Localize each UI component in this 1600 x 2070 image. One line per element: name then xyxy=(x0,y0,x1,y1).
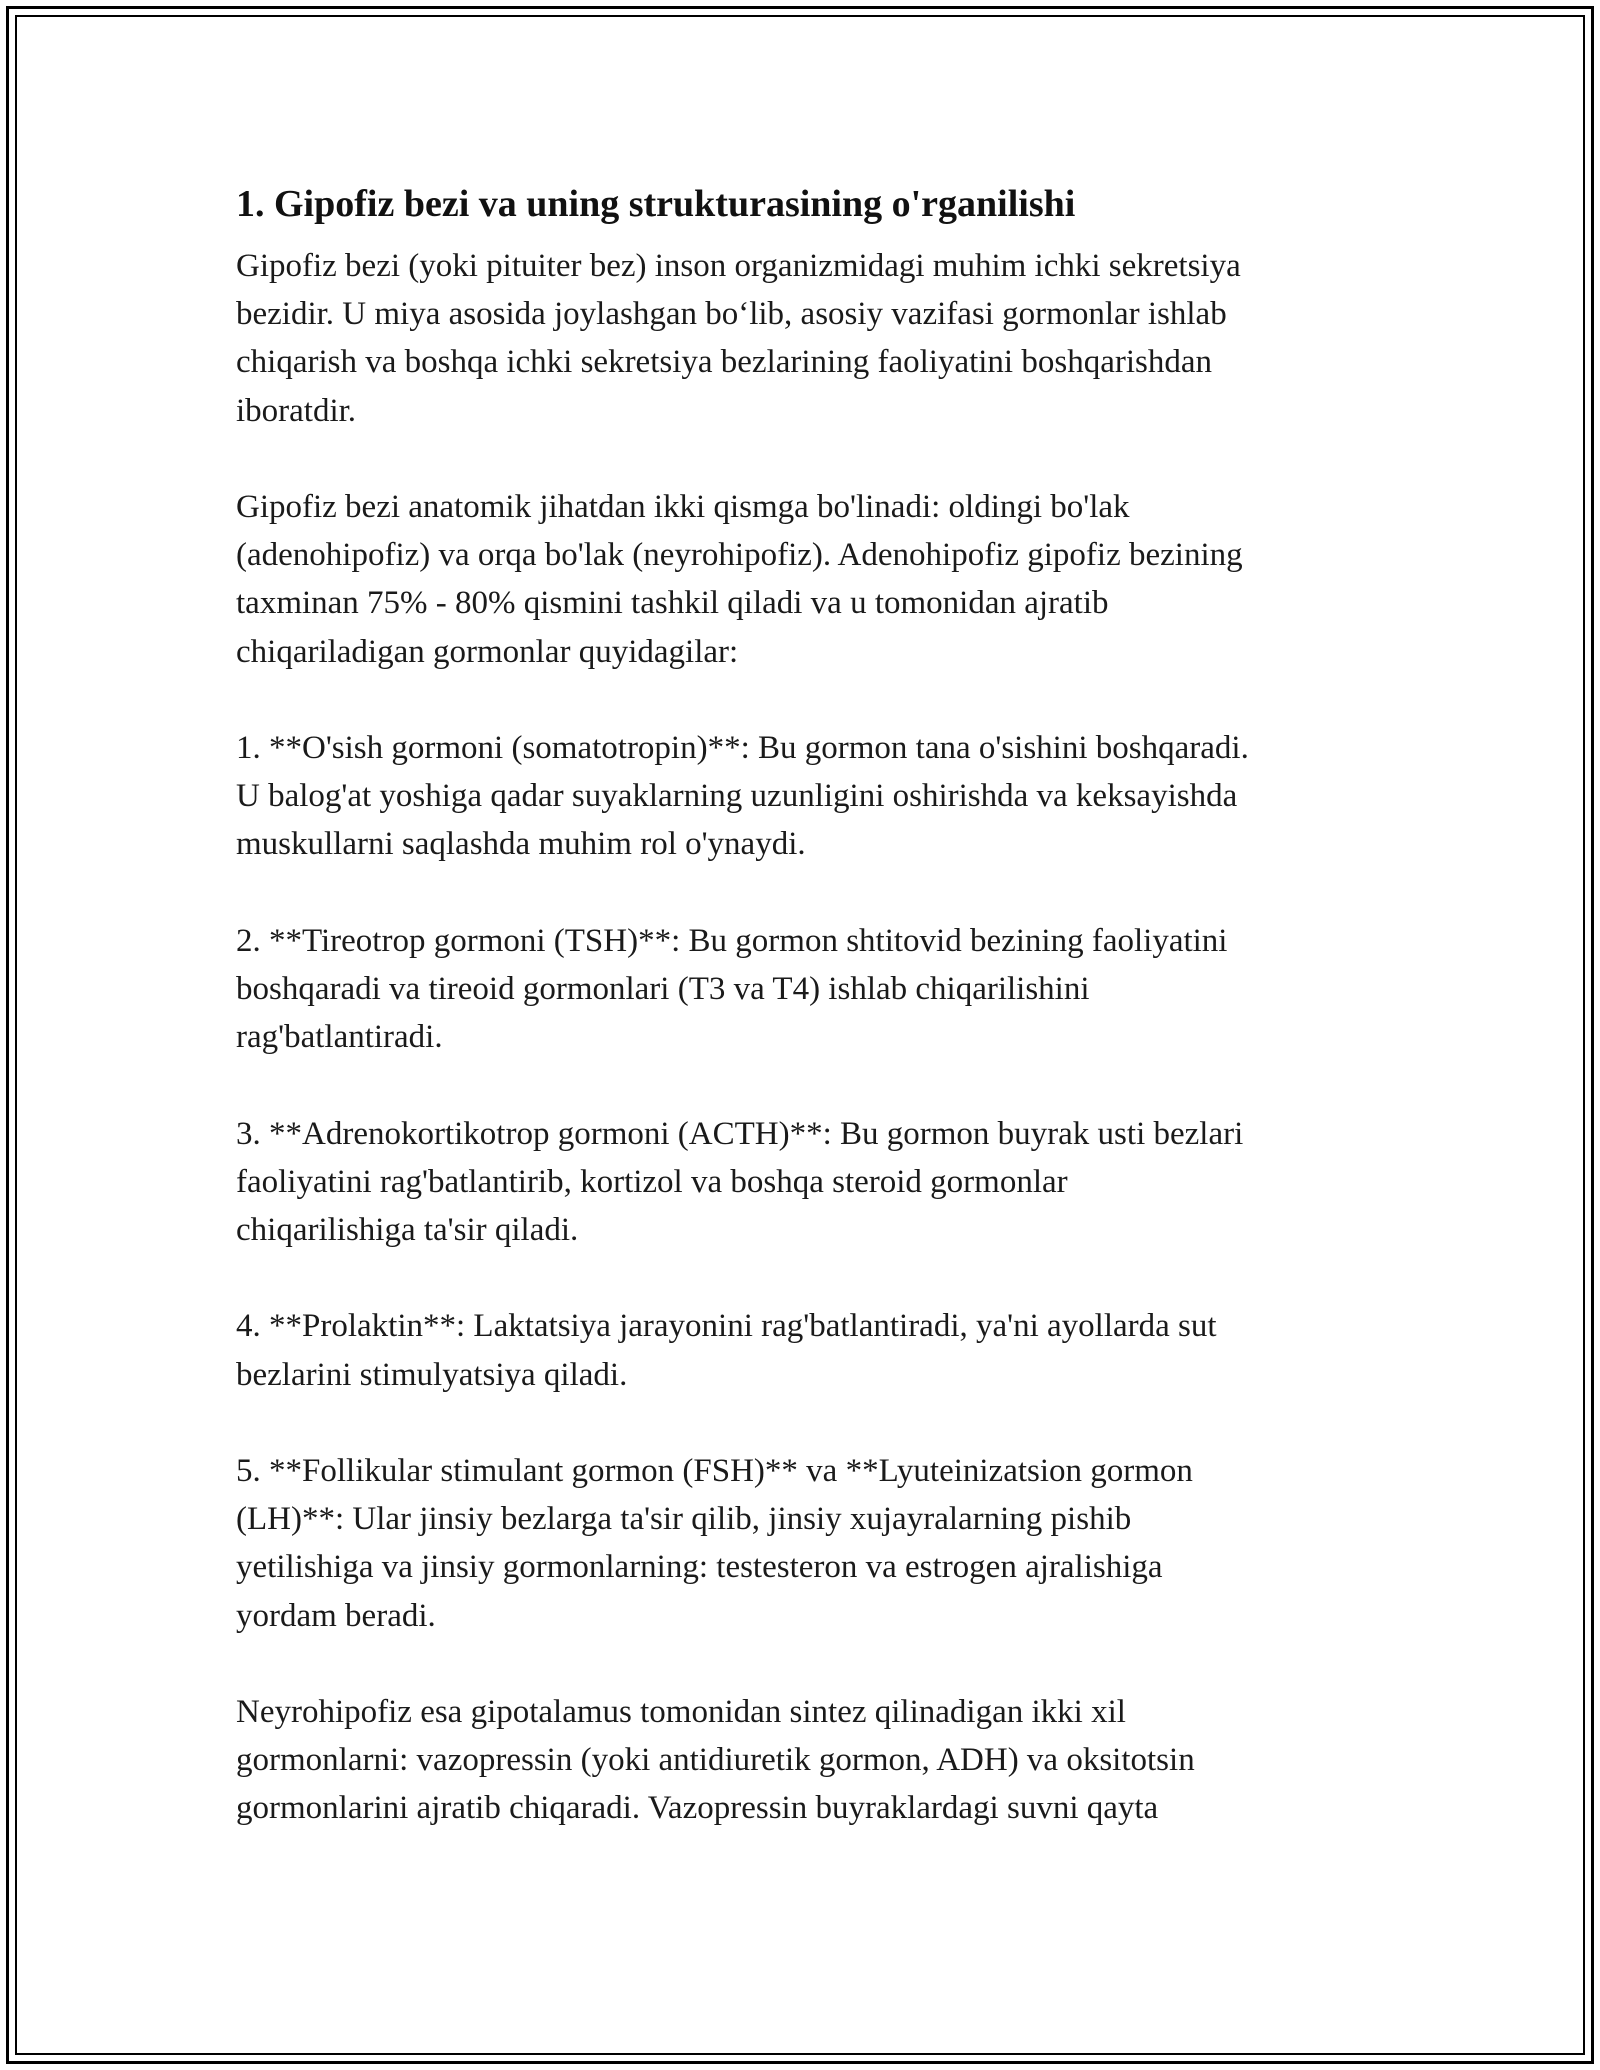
heading-spacer xyxy=(236,230,1366,242)
paragraph-intro: Gipofiz bezi (yoki pituiter bez) inson organizmidagi muhim ichki sekretsiya bezidir. U miya asosida joylashgan bo‘lib, asosiy vazifasi gormonlar ishlab chiqarish va boshqa ichki sekretsiya bezlarining faoliyatini boshqarishdan iboratdir. xyxy=(236,248,1241,429)
list-item-somatotropin: 1. **O'sish gormoni (somatotropin)**: Bu gormon tana o'sishini boshqaradi. U balog'at yoshiga qadar suyaklarning uzunligini oshirishda va keksayishda muskullarni saqlashda muhim rol o'ynaydi. xyxy=(236,730,1249,863)
list-item-acth: 3. **Adrenokortikotrop gormoni (ACTH)**: Bu gormon buyrak usti bezlari faoliyatini rag'batlantirib, kortizol va boshqa steroid gormonlar chiqarilishiga ta'sir qiladi. xyxy=(236,1115,1244,1248)
section-heading: 1. Gipofiz bezi va uning strukturasining o'rganilishi xyxy=(236,183,1076,225)
paragraph-spacer xyxy=(236,1640,1366,1688)
paragraph-spacer xyxy=(236,435,1366,483)
paragraph-neurohypophysis: Neyrohipofiz esa gipotalamus tomonidan sintez qilinadigan ikki xil gormonlarni: vazopressin (yoki antidiuretik gormon, ADH) va oksitotsin gormonlarini ajratib chiqaradi. Vazopressin buyraklardagi suvni qayta xyxy=(236,1693,1195,1827)
list-item-tsh: 2. **Tireotrop gormoni (TSH)**: Bu gormon shtitovid bezining faoliyatini boshqaradi va tireoid gormonlari (T3 va T4) ishlab chiqarilishini rag'batlantiradi. xyxy=(236,922,1228,1056)
list-item-prolaktin: 4. **Prolaktin**: Laktatsiya jarayonini rag'batlantiradi, ya'ni ayollarda sut bezlarini stimulyatsiya qiladi. xyxy=(236,1308,1217,1393)
paragraph-spacer xyxy=(236,676,1366,724)
paragraph-anatomy: Gipofiz bezi anatomik jihatdan ikki qismga bo'linadi: oldingi bo'lak (adenohipofiz) va orqa bo'lak (neyrohipofiz). Adenohipofiz gipofiz bezining taxminan 75% - 80% qismini tashkil qiladi va u tomonidan ajratib chiqariladigan gormonlar quyidagilar: xyxy=(236,489,1243,670)
paragraph-spacer xyxy=(236,1399,1366,1447)
paragraph-spacer xyxy=(236,869,1366,917)
document-body xyxy=(236,178,1366,1833)
paragraph-spacer xyxy=(236,1254,1366,1302)
paragraph-spacer xyxy=(236,1061,1366,1109)
list-item-fsh-lh: 5. **Follikular stimulant gormon (FSH)** va **Lyuteinizatsion gormon (LH)**: Ular jinsiy bezlarga ta'sir qilib, jinsiy xujayralarning pishib yetilishiga va jinsiy gormonlarning: testesteron va estrogen ajralishiga yordam beradi. xyxy=(236,1452,1193,1634)
